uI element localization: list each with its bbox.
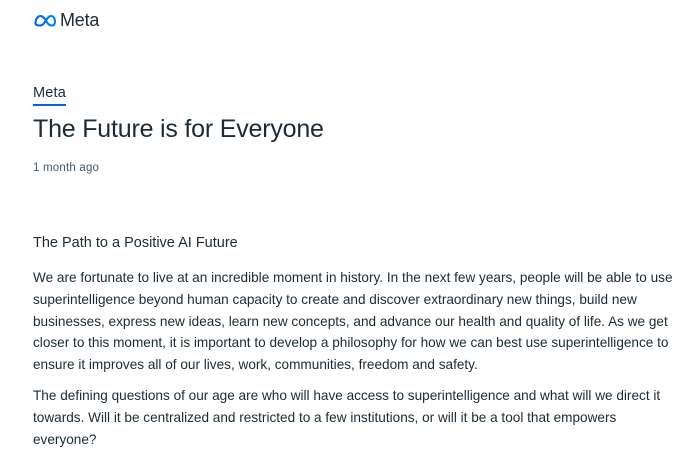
meta-infinity-logo-icon (33, 14, 57, 27)
category-tag-wrapper (33, 84, 66, 106)
site-header (33, 9, 99, 31)
article (33, 84, 673, 450)
publish-date: 1 month ago (33, 162, 100, 174)
article-title: The Future is for Everyone (33, 115, 324, 143)
article-subheading: The Path to a Positive AI Future (33, 235, 238, 251)
meta-logo-link[interactable] (33, 10, 99, 31)
article-paragraph: We are fortunate to live at an incredible moment in history. In the next few years, people will be able to use superintelligence beyond human capacity to create and discover extraordinary new things, build new businesses, express new ideas, learn new concepts, and advance our health and quality of life. As we get closer to this moment, it is important to develop a philosophy for how we can best use superintelligence to ensure it improves all of our lives, work, communities, freedom and safety. (33, 270, 673, 373)
category-link[interactable]: Meta (33, 85, 66, 106)
meta-logo-text: Meta (60, 9, 100, 30)
article-paragraph: The defining questions of our age are who will have access to superintelligence and what will we direct it towards. Will it be centralized and restricted to a few institutions, or will it be a tool that empowers everyone? (33, 387, 661, 447)
